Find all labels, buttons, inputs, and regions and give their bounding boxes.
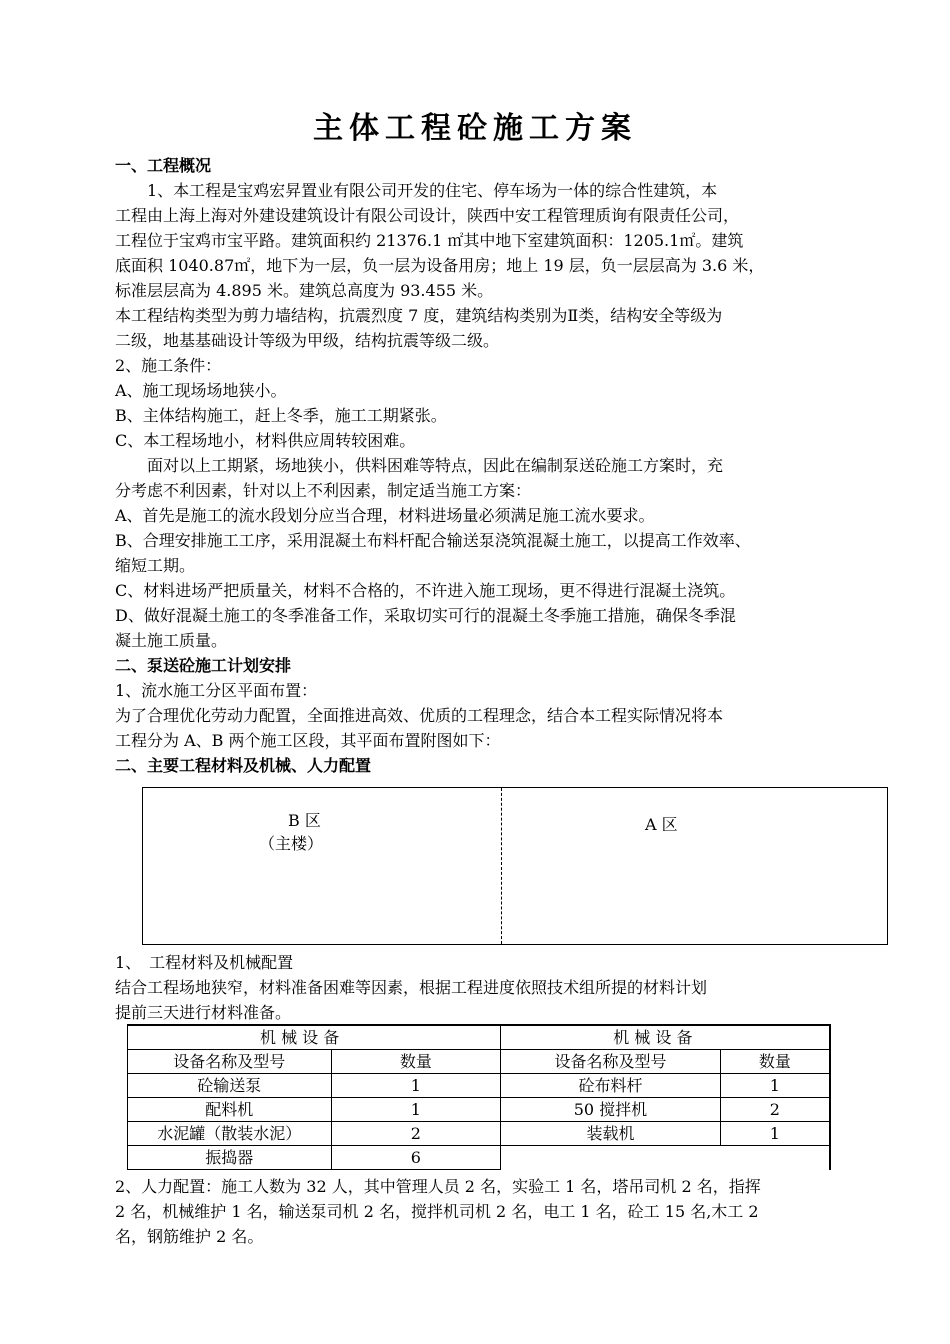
paragraph-line: 工程分为 A、B 两个施工区段，其平面布置附图如下： [115,731,501,750]
paragraph-line: 工程由上海上海对外建设建筑设计有限公司设计，陕西中安工程管理质询有限责任公司， [115,206,740,225]
subsection-heading: 1、 工程材料及机械配置 [115,953,294,972]
equipment-qty: 2 [720,1098,830,1122]
paragraph-line: 结合工程场地狭窄，材料准备困难等因素，根据工程进度依照技术组所提的材料计划 [115,978,708,997]
equipment-qty: 2 [331,1122,501,1146]
paragraph-line: 本工程结构类型为剪力墙结构，抗震烈度 7 度，建筑结构类别为Ⅱ类，结构安全等级为 [115,306,723,325]
section-heading: 二、泵送砼施工计划安排 [115,656,292,675]
paragraph-line: C、本工程场地小，材料供应周转较困难。 [115,431,416,450]
paragraph-line: 1、本工程是宝鸡宏昇置业有限公司开发的住宅、停车场为一体的综合性建筑，本 [115,181,718,200]
paragraph-line: 2、人力配置：施工人数为 32 人，其中管理人员 2 名，实验工 1 名，塔吊司机 2 名，指挥 [115,1177,761,1196]
equipment-name: 50 搅拌机 [501,1098,721,1122]
table-row [128,1122,831,1146]
paragraph-line: 凝土施工质量。 [115,631,228,650]
paragraph-line: 缩短工期。 [115,556,196,575]
column-header-qty: 数量 [331,1050,501,1074]
zone-divider [501,788,502,944]
equipment-name: 水泥罐（散装水泥） [128,1122,332,1146]
zone-b-label: B 区 [288,811,321,830]
equipment-qty: 1 [331,1074,501,1098]
paragraph-line: A、首先是施工的流水段划分应当合理，材料进场量必须满足施工流水要求。 [115,506,655,525]
paragraph-line: A、施工现场场地狭小。 [115,381,287,400]
zone-a-label: A 区 [645,815,678,834]
page-title: 主体工程砼施工方案 [313,111,637,146]
table-row [128,1098,831,1122]
equipment-qty: 6 [331,1146,501,1170]
paragraph-line: 1、流水施工分区平面布置： [115,681,318,700]
section-heading: 一、工程概况 [115,156,212,175]
equipment-table [127,1024,831,1170]
equipment-name: 配料机 [128,1098,332,1122]
zone-layout-diagram [142,787,888,945]
paragraph-line: 为了合理优化劳动力配置，全面推进高效、优质的工程理念，结合本工程实际情况将本 [115,706,724,725]
equipment-name: 振捣器 [128,1146,332,1170]
section-heading: 二、主要工程材料及机械、人力配置 [115,756,372,775]
empty-cell [720,1146,830,1170]
table-row [128,1146,831,1170]
paragraph-line: 名，钢筋维护 2 名。 [115,1227,264,1246]
paragraph-line: 二级，地基基础设计等级为甲级，结构抗震等级二级。 [115,331,500,350]
equipment-name: 装载机 [501,1122,721,1146]
equipment-name: 砼输送泵 [128,1074,332,1098]
paragraph-line: D、做好混凝土施工的冬季准备工作，采取切实可行的混凝土冬季施工措施，确保冬季混 [115,606,736,625]
group-header-right: 机 械 设 备 [501,1025,830,1050]
column-header-qty: 数量 [720,1050,830,1074]
group-header-left: 机 械 设 备 [128,1025,501,1050]
zone-b-sublabel: （主楼） [259,834,324,853]
paragraph-line: 工程位于宝鸡市宝平路。建筑面积约 21376.1 ㎡其中地下室建筑面积：1205.1㎡。建筑 [115,231,744,250]
table-row [128,1074,831,1098]
paragraph-line: 2 名，机械维护 1 名，输送泵司机 2 名，搅拌机司机 2 名，电工 1 名，砼工 15 名,木工 2 [115,1202,759,1221]
column-header-name: 设备名称及型号 [128,1050,332,1074]
table-group-header-row [128,1025,831,1050]
paragraph-line: B、合理安排施工工序，采用混凝土布料杆配合输送泵浇筑混凝土施工，以提高工作效率、 [115,531,751,550]
paragraph-line: B、主体结构施工，赶上冬季，施工工期紧张。 [115,406,447,425]
equipment-qty: 1 [720,1122,830,1146]
paragraph-line: 分考虑不利因素，针对以上不利因素，制定适当施工方案： [115,481,532,500]
equipment-name: 砼布料杆 [501,1074,721,1098]
paragraph-line: C、材料进场严把质量关，材料不合格的，不许进入施工现场，更不得进行混凝土浇筑。 [115,581,736,600]
paragraph-line: 面对以上工期紧，场地狭小，供料困难等特点，因此在编制泵送砼施工方案时，充 [115,456,724,475]
paragraph-line: 标准层层高为 4.895 米。建筑总高度为 93.455 米。 [115,281,494,300]
paragraph-line: 提前三天进行材料准备。 [115,1003,292,1022]
equipment-qty: 1 [720,1074,830,1098]
equipment-qty: 1 [331,1098,501,1122]
table-header-row [128,1050,831,1074]
empty-cell [501,1146,721,1170]
paragraph-line: 2、施工条件： [115,356,222,375]
paragraph-line: 底面积 1040.87㎡，地下为一层，负一层为设备用房；地上 19 层，负一层层高为 3.6 米， [115,256,765,275]
column-header-name: 设备名称及型号 [501,1050,721,1074]
